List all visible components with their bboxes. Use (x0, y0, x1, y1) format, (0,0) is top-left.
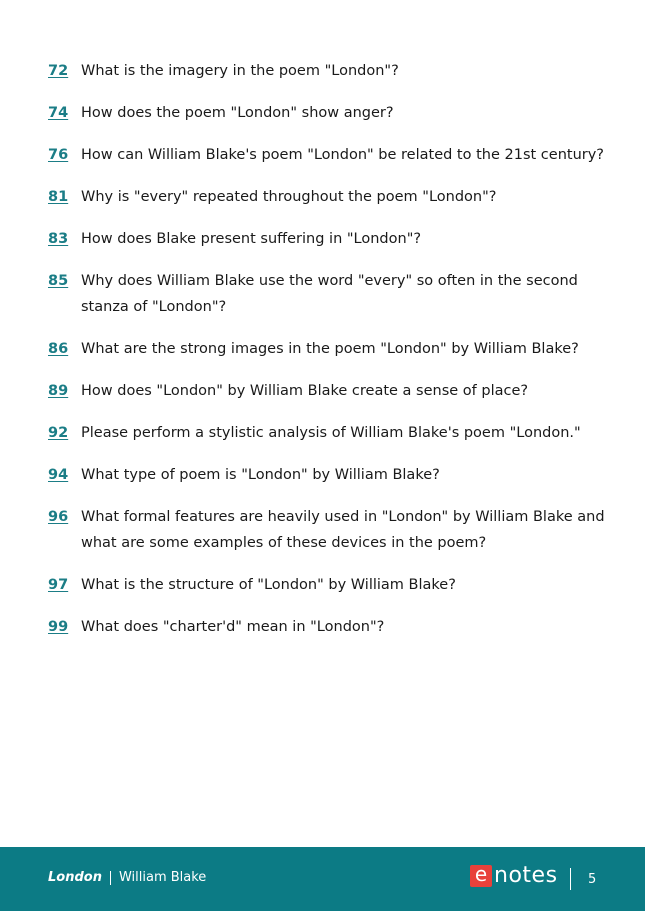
toc-question: What does "charter'd" mean in "London"? (81, 619, 385, 635)
toc-question: How does the poem "London" show anger? (81, 105, 394, 121)
toc-question: What is the imagery in the poem "London"? (81, 63, 399, 79)
toc-page-link[interactable]: 92 (48, 425, 69, 441)
toc-item (48, 420, 608, 446)
toc-page-link[interactable]: 74 (48, 105, 69, 121)
toc-item (48, 462, 608, 488)
enotes-logo-wordmark: notes (494, 863, 558, 888)
toc-item (48, 58, 608, 84)
toc-page-link[interactable]: 99 (48, 619, 69, 635)
toc-item (48, 184, 608, 210)
toc-question: Why is "every" repeated throughout the poem "London"? (81, 189, 497, 205)
toc-question: How can William Blake's poem "London" be related to the 21st century? (81, 147, 604, 163)
toc-page-link[interactable]: 86 (48, 341, 69, 357)
page-number: 5 (588, 872, 597, 887)
toc-page-link[interactable]: 72 (48, 63, 69, 79)
toc-page-link[interactable]: 97 (48, 577, 69, 593)
toc-item (48, 614, 608, 640)
toc-page-link[interactable]: 89 (48, 383, 69, 399)
toc-page-link[interactable]: 85 (48, 273, 69, 289)
toc-page-link[interactable]: 76 (48, 147, 69, 163)
footer-author: William Blake (118, 870, 207, 885)
toc-question: What are the strong images in the poem "London" by William Blake? (81, 341, 579, 357)
page-footer (0, 847, 645, 911)
footer-divider (110, 871, 111, 885)
toc-question: Please perform a stylistic analysis of William Blake's poem "London." (81, 425, 581, 441)
footer-book-info (48, 870, 206, 885)
toc-question: How does "London" by William Blake create a sense of place? (81, 383, 529, 399)
toc-page-link[interactable]: 81 (48, 189, 69, 205)
toc-list (48, 58, 608, 656)
toc-item (48, 268, 608, 320)
toc-question: What formal features are heavily used in "London" by William Blake and what are some examples of these devices in the poem? (81, 509, 605, 551)
footer-book-title: London (48, 870, 102, 885)
toc-page-link[interactable]: 83 (48, 231, 69, 247)
enotes-logo-icon: e (470, 865, 492, 887)
toc-question: How does Blake present suffering in "London"? (81, 231, 422, 247)
toc-item (48, 572, 608, 598)
toc-item (48, 226, 608, 252)
toc-question: What is the structure of "London" by William Blake? (81, 577, 456, 593)
toc-page-link[interactable]: 94 (48, 467, 69, 483)
enotes-logo (470, 862, 558, 888)
toc-question: Why does William Blake use the word "every" so often in the second stanza of "London"? (81, 273, 578, 315)
toc-question: What type of poem is "London" by William Blake? (81, 467, 440, 483)
toc-item (48, 336, 608, 362)
toc-item (48, 378, 608, 404)
toc-page-link[interactable]: 96 (48, 509, 69, 525)
footer-logo-divider (570, 868, 571, 890)
toc-item (48, 142, 608, 168)
toc-item (48, 504, 608, 556)
toc-item (48, 100, 608, 126)
